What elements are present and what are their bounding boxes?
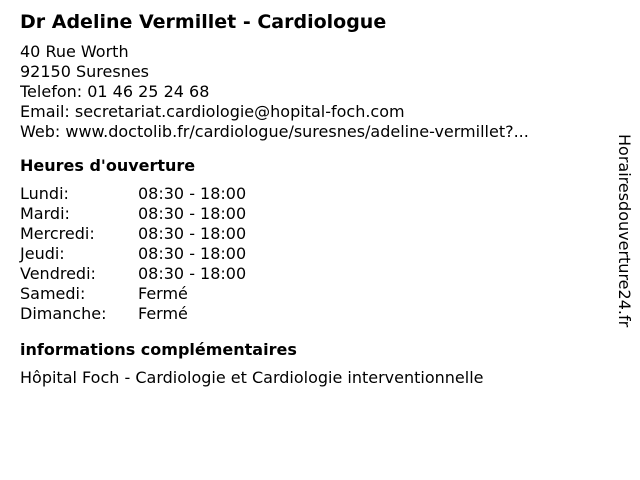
web-line: Web: www.doctolib.fr/cardiologue/suresnes/adeline-vermillet?...: [20, 122, 529, 141]
hours-day: Mardi:: [20, 204, 70, 223]
phone-line: Telefon: 01 46 25 24 68: [20, 82, 210, 101]
address-city: 92150 Suresnes: [20, 62, 150, 81]
address-street: 40 Rue Worth: [20, 42, 129, 61]
hours-table: [20, 184, 595, 324]
hours-day: Mercredi:: [20, 224, 95, 243]
info-heading: informations complémentaires: [20, 340, 297, 359]
hours-day: Dimanche:: [20, 304, 107, 323]
hours-time: 08:30 - 18:00: [138, 244, 247, 263]
hours-row-mardi: [20, 204, 595, 224]
hours-row-dimanche: [20, 304, 595, 324]
page-title: Dr Adeline Vermillet - Cardiologue: [20, 11, 387, 33]
hours-day: Vendredi:: [20, 264, 96, 283]
hours-row-samedi: [20, 284, 595, 304]
hours-row-mercredi: [20, 224, 595, 244]
hours-time: 08:30 - 18:00: [138, 264, 247, 283]
hours-row-jeudi: [20, 244, 595, 264]
hours-day: Lundi:: [20, 184, 69, 203]
info-text: Hôpital Foch - Cardiologie et Cardiologie interventionnelle: [20, 368, 484, 387]
hours-day: Samedi:: [20, 284, 86, 303]
address-block: [20, 42, 595, 142]
hours-heading: Heures d'ouverture: [20, 156, 196, 175]
hours-time: Fermé: [138, 304, 188, 323]
hours-time: 08:30 - 18:00: [138, 184, 247, 203]
hours-row-lundi: [20, 184, 595, 204]
hours-time: 08:30 - 18:00: [138, 224, 247, 243]
email-line: Email: secretariat.cardiologie@hopital-foch.com: [20, 102, 405, 121]
brand-watermark: Horairesdouverture24.fr: [615, 134, 634, 328]
hours-time: Fermé: [138, 284, 188, 303]
hours-time: 08:30 - 18:00: [138, 204, 247, 223]
hours-row-vendredi: [20, 264, 595, 284]
hours-day: Jeudi:: [20, 244, 65, 263]
listing-card: [20, 10, 595, 388]
